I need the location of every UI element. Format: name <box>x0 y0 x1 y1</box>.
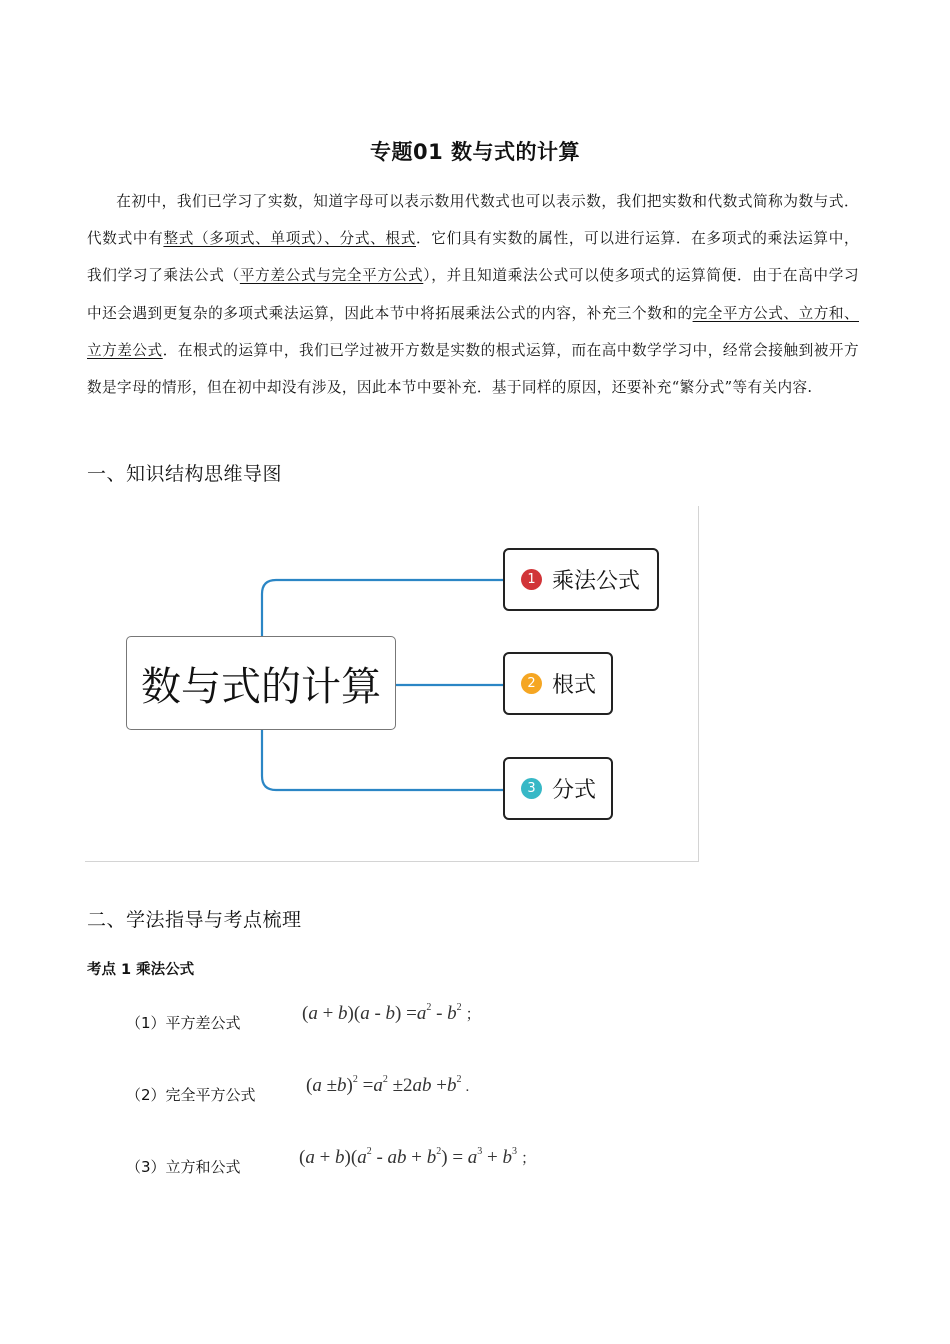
intro-text-4: ．在根式的运算中，我们已学过被开方数是实数的根式运算，而在高中数学学习中，经常会接触到被开方数是字母的情形，但在初中却没有涉及，因此本节中要补充．基于同样的原因，还要补充“繁分式”等有关内容. <box>87 341 859 397</box>
number-badge-icon: 1 <box>521 569 542 590</box>
node-label: 分式 <box>552 778 597 803</box>
node-label: 乘法公式 <box>552 569 641 594</box>
connector-to-node-3 <box>262 730 503 790</box>
formula-label-difference-of-squares: （1）平方差公式 <box>126 1014 241 1032</box>
formula-difference-of-squares: $(a + b)(a - b) =a^2 - b^2$ ； <box>302 1002 481 1024</box>
connector-to-node-1 <box>262 580 503 636</box>
mind-map-node-multiplication <box>503 548 659 611</box>
intro-underline-3: 完全平方公式、立方和、立方差公式 <box>87 304 859 359</box>
mind-map <box>85 506 699 862</box>
page-title: 专题01 数与式的计算 <box>369 140 581 164</box>
section-heading-mindmap: 一、知识结构思维导图 <box>87 463 283 485</box>
kaodian-heading: 考点 1 乘法公式 <box>87 962 195 978</box>
formula-end-punct: ； <box>465 1007 481 1023</box>
formula-perfect-square: $(a \pm b)^2 =a^2 \pm 2ab +b^2$ . <box>306 1074 470 1096</box>
number-badge-icon: 2 <box>521 673 542 694</box>
intro-text-2: ．它们具有实数的属性，可以进行运算．在多项式的乘法运算中，我们学习了乘法公式（ <box>87 230 859 285</box>
mind-map-node-radical <box>503 652 613 715</box>
number-badge-icon: 3 <box>521 778 542 799</box>
formula-end-punct: . <box>465 1079 470 1095</box>
formula-label-perfect-square: （2）完全平方公式 <box>126 1086 256 1104</box>
mind-map-node-fraction <box>503 757 613 820</box>
formula-sum-of-cubes: $(a + b)(a^2$ - ab + $b^2) = a^3 + b^3$ ； <box>299 1146 537 1168</box>
formula-end-punct: ； <box>521 1151 537 1167</box>
section-heading-study-guide: 二、学法指导与考点梳理 <box>87 909 302 931</box>
formula-label-sum-of-cubes: （3）立方和公式 <box>126 1158 241 1176</box>
intro-underline-2: 平方差公式与完全平方公式 <box>239 267 424 285</box>
intro-paragraph <box>87 183 859 406</box>
intro-text-3: ），并且知道乘法公式可以使多项式的运算简便．由于在高中学习中还会遇到更复杂的多项式乘法运算，因此本节中将拓展乘法公式的内容，补充三个数和的 <box>87 267 859 322</box>
mind-map-root: 数与式的计算 <box>126 636 396 730</box>
intro-text-1: 在初中，我们已学习了实数，知道字母可以表示数用代数式也可以表示数，我们把实数和代数式简称为数与式．代数式中有 <box>87 193 859 248</box>
node-label: 根式 <box>552 673 597 698</box>
intro-underline-1: 整式（多项式、单项式）、分式、根式 <box>163 230 416 248</box>
